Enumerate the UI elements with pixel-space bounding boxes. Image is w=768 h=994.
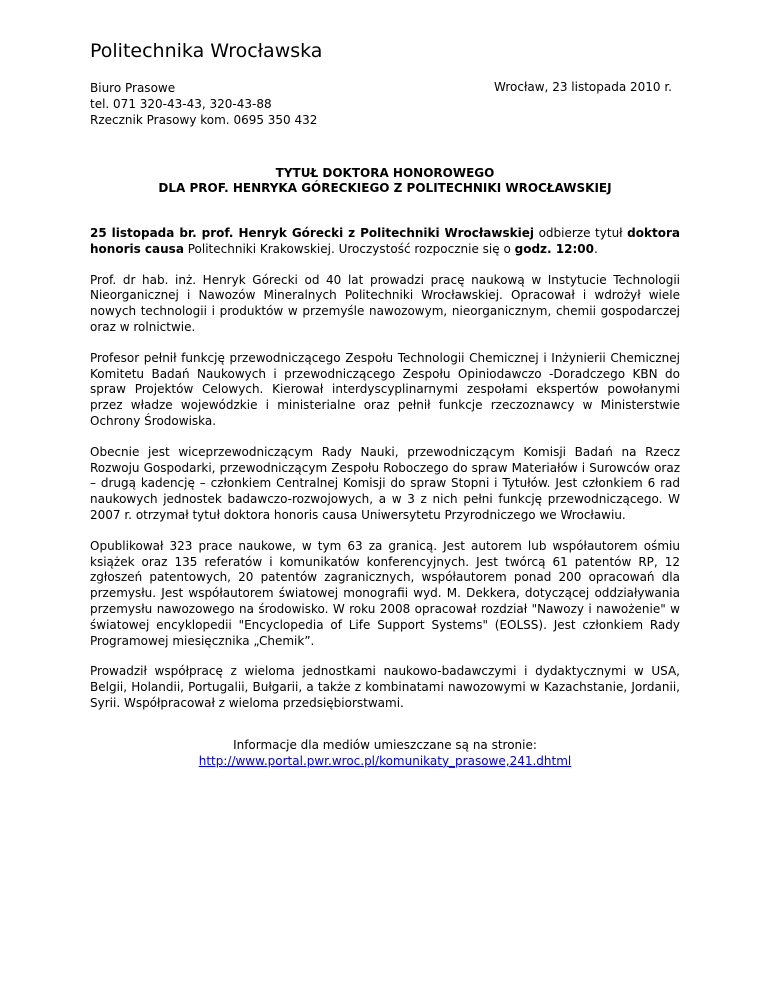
lead-bold-3: godz. 12:00: [514, 241, 594, 256]
paragraph-cooperation: Prowadził współpracę z wieloma jednostkami naukowo-badawczymi i dydaktycznymi w USA, Belgii, Holandii, Portugalii, Bułgarii, a także z kombinatami nawozowymi w Kazachstanie, Jordanii, Syrii. Współpracował z wieloma przedsiębiorstwami.: [90, 664, 680, 710]
paragraph-career: Prof. dr hab. inż. Henryk Górecki od 40 lat prowadzi pracę naukową w Instytucie Technologii Nieorganicznej i Nawozów Mineralnych Politechniki Wrocławskiej. Opracował i wdrożył wiele nowych technologii i produktów w przemyśle nawozowym, nieorganicznym, chemii gospodarczej oraz w rolnictwie.: [90, 272, 680, 334]
footer-info: Informacje dla mediów umieszczane są na stronie:: [233, 738, 537, 752]
lead-text-2: Politechniki Krakowskiej. Uroczystość rozpocznie się o: [183, 241, 515, 256]
phone-line: tel. 071 320-43-43, 320-43-88: [90, 97, 272, 111]
paragraph-publications: Opublikował 323 prace naukowe, w tym 63 za granicą. Jest autorem lub współautorem ośmiu książek oraz 135 referatów i komunikatów konferencyjnych. Jest twórcą 61 patentów RP, 12 zgłoszeń patentowych, 20 patentów zagranicznych, współautorem ponad 200 opracowań dla przemysłu. Jest współautorem światowej monografii wyd. M. Dekkera, dotyczącej oddziaływania przemysłu nawozowego na środowisko. W roku 2008 opracował rozdział "Nawozy i nawożenie" w światowej encyklopedii "Encyclopedia of Life Support Systems" (EOLSS). Jest członkiem Rady Programowej miesięcznika „Chemik”.: [90, 538, 680, 648]
press-office-label: Biuro Prasowe: [90, 81, 176, 95]
spokesperson-line: Rzecznik Prasowy kom. 0695 350 432: [90, 113, 318, 127]
lead-paragraph: [90, 226, 680, 258]
press-release-link[interactable]: http://www.portal.pwr.wroc.pl/komunikaty_prasowe,241.dhtml: [198, 753, 572, 768]
document-body: [90, 226, 680, 727]
title-line-1: TYTUŁ DOKTORA HONOROWEGO: [275, 166, 495, 180]
organization-name: Politechnika Wrocławska: [90, 40, 323, 62]
paragraph-functions: Profesor pełnił funkcję przewodniczącego Zespołu Technologii Chemicznej i Inżynierii Chemicznej Komitetu Badań Naukowych i przewodniczącego Zespołu Opiniodawczo -Doradczego KBN do spraw Projektów Celowych. Kierował interdyscyplinarnymi zespołami ekspertów powołanymi przez władze wojewódzkie i ministerialne oraz pełnił funkcje rzeczoznawcy w Ministerstwie Ochrony Środowiska.: [90, 350, 680, 428]
paragraph-current-roles: Obecnie jest wiceprzewodniczącym Rady Nauki, przewodniczącym Komisji Badań na Rzecz Rozwoju Gospodarki, przewodniczącym Zespołu Roboczego do spraw Materiałów i Surowców oraz – drugą kadencję – członkiem Centralnej Komisji do spraw Stopni i Tytułów. Jest członkiem 6 rad naukowych jednostek badawczo-rozwojowych, a w 3 z nich pełni funkcję przewodniczącego. W 2007 r. otrzymał tytuł doktora honoris causa Uniwersytetu Przyrodniczego we Wrocławiu.: [90, 444, 680, 522]
title-line-2: DLA PROF. HENRYKA GÓRECKIEGO Z POLITECHNIKI WROCŁAWSKIEJ: [158, 181, 612, 195]
contact-block: [90, 80, 317, 128]
footer: [90, 738, 680, 770]
document-title: [90, 166, 680, 196]
lead-text-1: odbierze tytuł: [533, 226, 628, 240]
document-date: Wrocław, 23 listopada 2010 r.: [494, 80, 672, 94]
lead-text-3: .: [593, 241, 598, 256]
lead-bold-2: doktora honoris causa: [90, 226, 680, 256]
lead-bold-1: 25 listopada br. prof. Henryk Górecki z Politechniki Wrocławskiej: [90, 226, 534, 240]
